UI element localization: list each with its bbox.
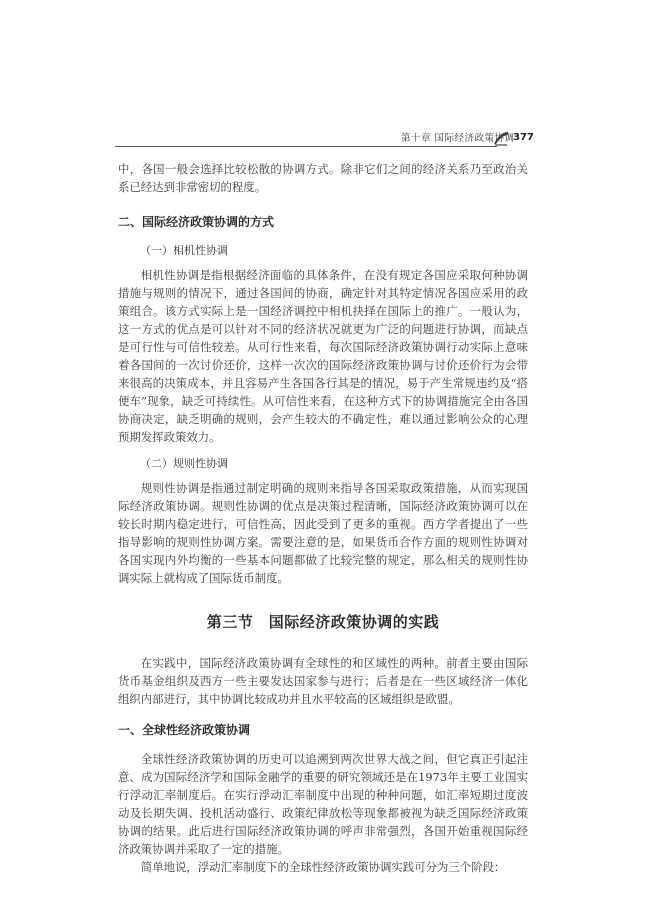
swoosh-icon bbox=[493, 130, 509, 146]
section-3-title: 第三节 国际经济政策协调的实践 bbox=[206, 613, 440, 631]
chapter-title: 第十章 国际经济政策协调 bbox=[401, 133, 515, 144]
rule-based-heading: （二）规则性协调 bbox=[140, 457, 228, 470]
running-header bbox=[115, 128, 545, 148]
discretionary-heading: （一）相机性协调 bbox=[140, 244, 228, 257]
global-coordination-heading: 一、全球性经济政策协调 bbox=[118, 723, 251, 737]
page-body bbox=[118, 160, 528, 876]
rule-based-paragraph: 规则性协调是指通过制定明确的规则来指导各国采取政策措施，从而实现国际经济政策协调。规则性协调的优点是决策过程清晰，国际经济政策协调可以在较长时期内稳定进行，可信性高，因此受到了更多的重视。西方学者提出了一些指导影响的规则性协调方案。需要注意的是，如果货币合作方面的规则性协调对各国实现内外均衡的一些基本问题都做了比较完整的规定，那么相关的规则性协调实际上就构成了国际货币制度。 bbox=[118, 481, 528, 585]
continuation-paragraph: 中，各国一般会选择比较松散的协调方式。除非它们之间的经济关系乃至政治关系已经达到非常密切的程度。 bbox=[118, 162, 528, 194]
global-paragraph: 全球性经济政策协调的历史可以追溯到两次世界大战之间，但它真正引起注意、成为国际经济学和国际金融学的重要的研究领域还是在1973年主要工业国实行浮动汇率制度后。在实行浮动汇率制度中出现的种种问题，如汇率短期过度波动及长期失调、投机活动盛行、政策纪律放松等现象都被视为缺乏国际经济政策协调的结果。此后进行国际经济政策协调的呼声非常强烈，各国开始重视国际经济政策协调并采取了一定的措施。 bbox=[118, 752, 528, 856]
practice-paragraph: 在实践中，国际经济政策协调有全球性的和区域性的两种。前者主要由国际货币基金组织及西方一些主要发达国家参与进行；后者是在一些区域经济一体化组织内部进行，其中协调比较成功并且水平较高的区域组织是欧盟。 bbox=[118, 656, 528, 706]
summary-paragraph: 简单地说，浮动汇率制度下的全球性经济政策协调实践可分为三个阶段： bbox=[140, 860, 506, 874]
discretionary-paragraph: 相机性协调是指根据经济面临的具体条件，在没有规定各国应采取何种协调措施与规则的情况下，通过各国间的协商，确定针对其特定情况各国应采用的政策组合。该方式实际上是一国经济调控中相机抉择在国际上的推广。一般认为，这一方式的优点是可以针对不同的经济状况就更为广泛的问题进行协调，而缺点是可行性与可信性较差。从可行性来看，每次国际经济政策协调行动实际上意味着各国间的一次讨价还价，这样一次次的国际经济政策协调与讨价还价行为会带来很高的决策成本，并且容易产生各国各行其是的情况，易于产生常规违约及“搭便车”现象，缺乏可持续性。从可信性来看，在这种方式下的协调措施完全由各国协商决定，缺乏明确的规则，会产生较大的不确定性，难以通过影响公众的心理预期发挥政策效力。 bbox=[118, 268, 528, 444]
header-rule bbox=[115, 146, 497, 147]
section-2-heading: 二、国际经济政策协调的方式 bbox=[118, 215, 275, 229]
page-number: 377 bbox=[513, 132, 534, 143]
